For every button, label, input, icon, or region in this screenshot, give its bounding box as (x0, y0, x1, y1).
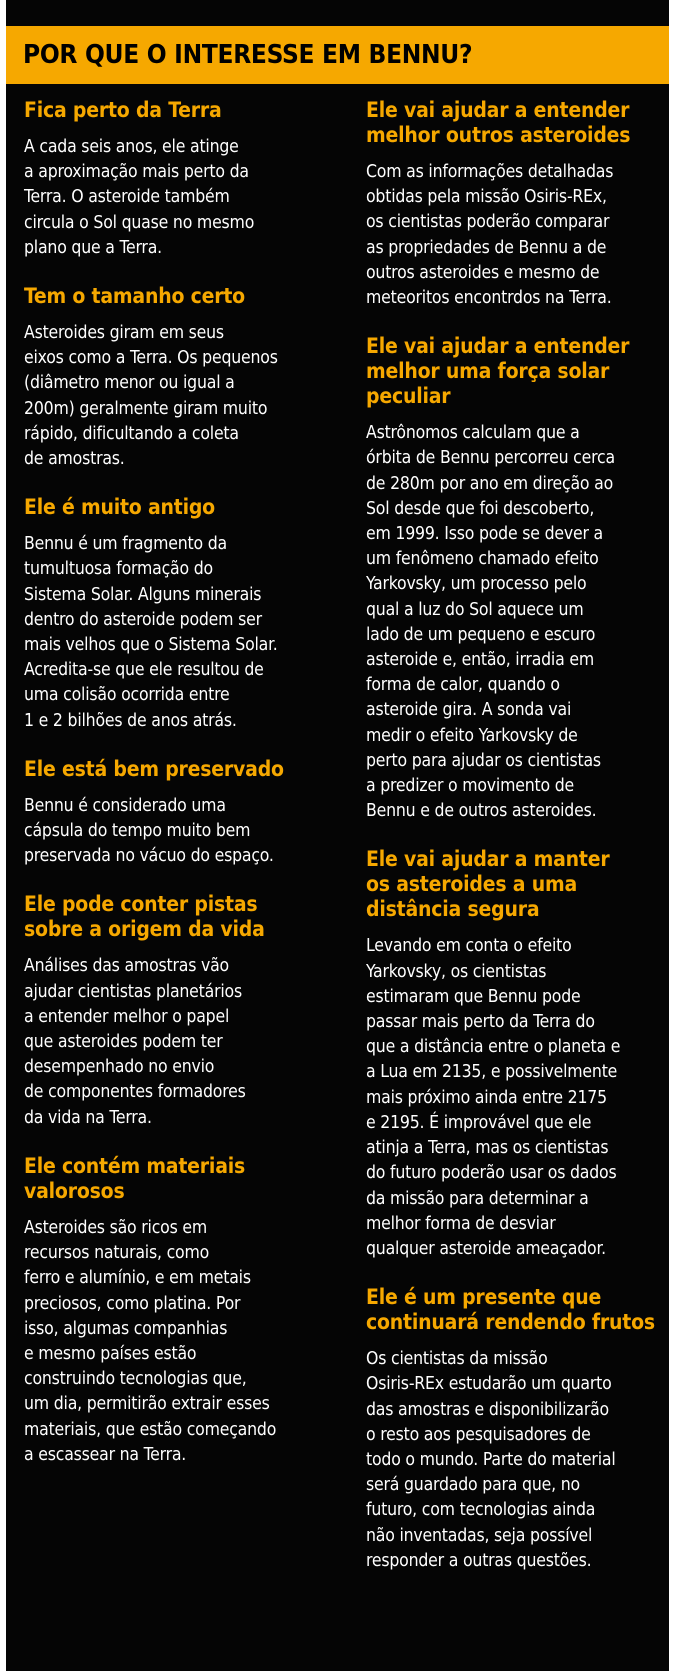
left-column (24, 98, 342, 1491)
section-heading: Fica perto da Terra (24, 98, 222, 122)
section-text: Astrônomos calculam que a órbita de Bennu percorreu cerca de 280m por ano em direção ao Sol desde que foi descoberto, em 1999. Isso pode se dever a um fenômeno chamado efeito Yarkovsky, um processo pelo qual a luz do Sol aquece um lado de um pequeno e escuro asteroide e, então, irradia em forma de calor, quando o asteroide gira. A sonda vai medir o efeito Yarkovsky de perto para ajudar os cientistas a predizer o movimento de Bennu e de outros asteroides. (366, 423, 615, 822)
section-lasting-gift (366, 1285, 666, 1574)
section-well-preserved (24, 757, 342, 870)
section-valuable-materials (24, 1154, 342, 1468)
section-text: Os cientistas da missão Osiris-REx estudarão um quarto das amostras e disponibilizarão o resto aos pesquisadores de todo o mundo. Parte do material será guardado para que, no futuro, com tecnologias ainda não inventadas, seja possível responder a outras questões. (366, 1349, 616, 1571)
section-text: Asteroides são ricos em recursos naturais, como ferro e alumínio, e em metais preciosos, como platina. Por isso, algumas companhias e mesmo países estão construindo tecnologias que, um dia, permitirão extrair esses materiais, que estão começando a escassear na Terra. (24, 1217, 277, 1465)
section-text: Bennu é um fragmento da tumultuosa formação do Sistema Solar. Alguns minerais dentro do asteroide podem ser mais velhos que o Sistema Solar. Acredita-se que ele resultou de uma colisão ocorrida entre 1 e 2 bilhões de anos atrás. (24, 534, 278, 731)
section-heading: Ele contém materiais valorosos (24, 1153, 246, 1203)
section-text: Bennu é considerado uma cápsula do tempo muito bem preservada no vácuo do espaço. (24, 795, 274, 867)
section-heading: Ele vai ajudar a manter os asteroides a uma distância segura (366, 847, 610, 922)
section-text: Levando em conta o efeito Yarkovsky, os cientistas estimaram que Bennu pode passar mais perto da Terra do que a distância entre o planeta e a Lua em 2135, e possivelmente mais próximo ainda entre 2175 e 2195. É improvável que ele atinja a Terra, mas os cientistas do futuro poderão usar os dados da missão para determinar a melhor forma de desviar qualquer asteroide ameaçador. (366, 936, 621, 1259)
section-origin-of-life (24, 892, 342, 1130)
section-other-asteroids (366, 98, 666, 311)
section-text: A cada seis anos, ele atinge a aproximação mais perto da Terra. O asteroide também circula o Sol quase no mesmo plano que a Terra. (24, 137, 255, 258)
section-heading: Ele vai ajudar a entender melhor uma força solar peculiar (366, 334, 630, 409)
section-solar-force (366, 334, 666, 824)
section-heading: Ele é um presente que continuará rendendo frutos (366, 1285, 655, 1335)
section-text: Com as informações detalhadas obtidas pela missão Osiris-REx, os cientistas poderão comparar as propriedades de Bennu a de outros asteroides e mesmo de meteoritos encontrdos na Terra. (366, 162, 614, 309)
title-banner (6, 26, 669, 84)
section-heading: Tem o tamanho certo (24, 284, 245, 309)
section-very-old (24, 495, 342, 734)
infobox-title: POR QUE O INTERESSE EM BENNU? (23, 40, 473, 70)
section-near-earth (24, 98, 342, 261)
section-right-size (24, 284, 342, 472)
section-text: Análises das amostras vão ajudar cientistas planetários a entender melhor o papel que asteroides podem ter desempenhado no envio de componentes formadores da vida na Terra. (24, 956, 246, 1128)
section-heading: Ele pode conter pistas sobre a origem da vida (24, 892, 265, 942)
right-column (366, 98, 666, 1597)
section-heading: Ele está bem preservado (24, 756, 284, 781)
section-safe-distance (366, 847, 666, 1262)
section-heading: Ele vai ajudar a entender melhor outros asteroides (366, 98, 631, 147)
section-heading: Ele é muito antigo (24, 495, 215, 520)
section-text: Asteroides giram em seus eixos como a Terra. Os pequenos (diâmetro menor ou igual a 200m) geralmente giram muito rápido, dificultando a coleta de amostras. (24, 323, 278, 470)
